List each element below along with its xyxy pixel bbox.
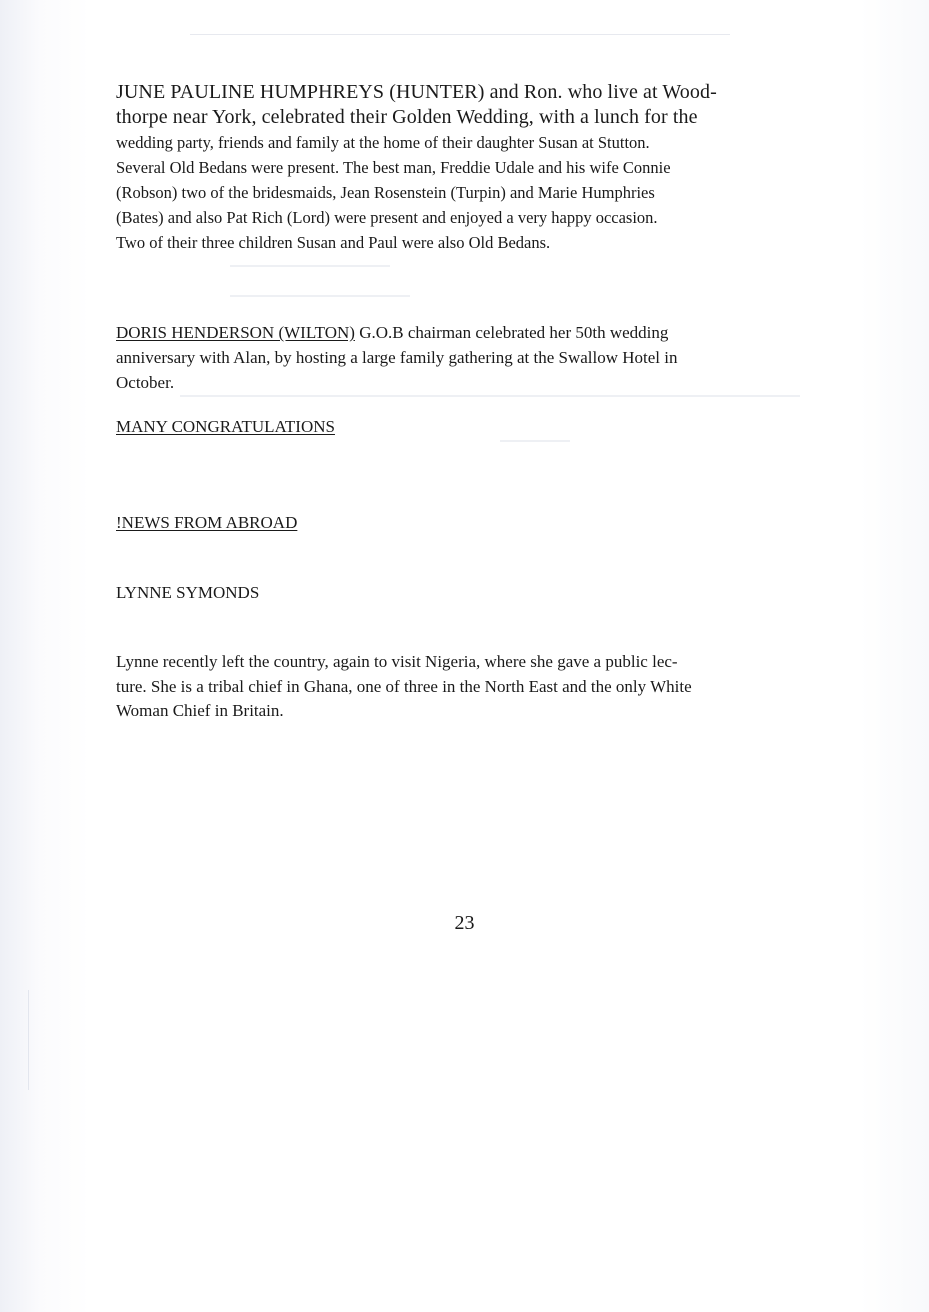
show-through-mark: [180, 395, 800, 397]
article-line: Woman Chief in Britain.: [116, 701, 284, 720]
article-line: Several Old Bedans were present. The best man, Freddie Udale and his wife Connie: [116, 158, 671, 177]
show-through-mark: [230, 265, 390, 267]
article-line: anniversary with Alan, by hosting a large family gathering at the Swallow Hotel in: [116, 348, 678, 367]
article-line: wedding party, friends and family at the home of their daughter Susan at Stutton.: [116, 133, 650, 152]
article-line: Two of their three children Susan and Paul were also Old Bedans.: [116, 233, 551, 252]
congratulations-text: MANY CONGRATULATIONS: [116, 417, 335, 436]
article-lynne: [116, 650, 816, 724]
article-line: (Bates) and also Pat Rich (Lord) were present and enjoyed a very happy occasion.: [116, 208, 658, 227]
show-through-mark: [500, 440, 570, 442]
show-through-header: [190, 8, 730, 35]
article-line: (Robson) two of the bridesmaids, Jean Rosenstein (Turpin) and Marie Humphries: [116, 183, 655, 202]
article-henderson: [116, 320, 816, 395]
news-heading-text: !NEWS FROM ABROAD: [116, 513, 298, 532]
article-line: JUNE PAULINE HUMPHREYS (HUNTER) and Ron. who live at Wood-: [116, 81, 717, 103]
henderson-name: DORIS HENDERSON (WILTON): [116, 323, 355, 342]
congratulations-heading: [116, 417, 816, 437]
henderson-line1-rest: G.O.B chairman celebrated her 50th wedding: [354, 323, 669, 342]
scan-margin-mark: [28, 990, 29, 1090]
article-humphreys: [116, 80, 816, 255]
show-through-mark: [230, 295, 410, 297]
article-line: [116, 320, 816, 345]
news-from-abroad-heading: [116, 513, 816, 533]
lynne-symonds-heading: [116, 583, 816, 603]
lynne-name-text: LYNNE SYMONDS: [116, 583, 260, 602]
article-line: thorpe near York, celebrated their Golden Wedding, with a lunch for the: [116, 106, 698, 128]
article-line: ture. She is a tribal chief in Ghana, one of three in the North East and the only White: [116, 676, 692, 696]
article-line: Lynne recently left the country, again to visit Nigeria, where she gave a public lec-: [116, 652, 678, 671]
page-number: 23: [454, 912, 475, 934]
article-line: October.: [116, 373, 175, 392]
